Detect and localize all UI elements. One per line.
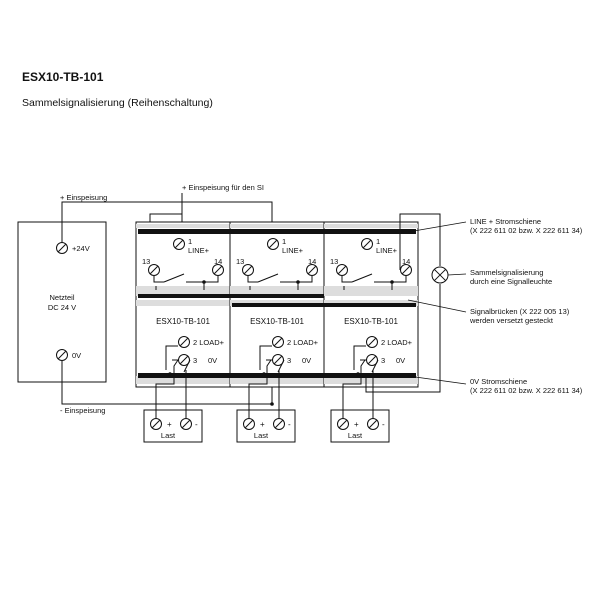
aux13-label: 13 [330, 257, 339, 266]
power-supply [18, 222, 106, 382]
aux14-label: 14 [402, 257, 411, 266]
line-rail-callout-2: (X 222 611 02 bzw. X 222 611 34) [470, 226, 583, 235]
signal-lamp-icon [432, 267, 448, 283]
load-plus-screw-icon [338, 419, 349, 430]
zero-terminal-label: 0V [396, 356, 406, 365]
load-plus-sign: + [260, 420, 265, 429]
aux14-screw-icon [213, 265, 224, 276]
page-title: ESX10-TB-101 [22, 70, 104, 84]
module-1 [136, 222, 230, 387]
load-label: Last [347, 431, 363, 440]
aux13-label: 13 [236, 257, 245, 266]
lamp-callout-1: Sammelsignalisierung [470, 268, 544, 277]
load-terminal-label: 2 LOAD+ [287, 338, 319, 347]
module-name: ESX10-TB-101 [156, 317, 210, 326]
line-terminal-label: LINE+ [188, 246, 210, 255]
si-feed-label: + Einspeisung für den SI [182, 183, 264, 192]
line-terminal-screw-icon [268, 239, 279, 250]
zero-rail-callout-1: 0V Stromschiene [470, 377, 528, 386]
aux14-screw-icon [401, 265, 412, 276]
module-name: ESX10-TB-101 [250, 317, 304, 326]
plus-terminal-screw-icon [57, 243, 68, 254]
load-minus-sign: - [382, 420, 385, 429]
module-name: ESX10-TB-101 [344, 317, 398, 326]
load-plus-screw-icon [151, 419, 162, 430]
load-plus-screw-icon [244, 419, 255, 430]
aux14-label: 14 [308, 257, 317, 266]
line-terminal-number: 1 [282, 237, 287, 246]
line-terminal-screw-icon [174, 239, 185, 250]
aux13-screw-icon [243, 265, 254, 276]
aux14-screw-icon [307, 265, 318, 276]
zero-terminal-label: 0V [302, 356, 312, 365]
psu-label-line2: DC 24 V [47, 303, 77, 312]
load-label: Last [160, 431, 176, 440]
plus-feed-label: + Einspeisung [60, 193, 108, 202]
zero-volt-rail [138, 373, 416, 378]
load-plus-sign: + [354, 420, 359, 429]
line-terminal-screw-icon [362, 239, 373, 250]
load-terminal-screw-icon [367, 337, 378, 348]
plus-24v-label: +24V [72, 244, 90, 253]
line-terminal-number: 1 [188, 237, 193, 246]
load-terminal-screw-icon [179, 337, 190, 348]
zero-volt-label: 0V [72, 351, 82, 360]
aux14-label: 14 [214, 257, 223, 266]
zero-rail-callout-2: (X 222 611 02 bzw. X 222 611 34) [470, 386, 583, 395]
aux13-screw-icon [337, 265, 348, 276]
line-rail-callout-1: LINE + Stromschiene [470, 217, 542, 226]
line-terminal-label: LINE+ [376, 246, 398, 255]
load-minus-sign: - [288, 420, 291, 429]
line-terminal-label: LINE+ [282, 246, 304, 255]
minus-feed-label: - Einspeisung [60, 406, 106, 415]
load-terminal-label: 2 LOAD+ [381, 338, 413, 347]
page-subtitle: Sammelsignalisierung (Reihenschaltung) [22, 97, 213, 109]
line-plus-rail [138, 229, 416, 234]
zero-terminal-number: 3 [381, 356, 386, 365]
load-terminal-screw-icon [273, 337, 284, 348]
load-minus-sign: - [195, 420, 198, 429]
minus-terminal-screw-icon [57, 350, 68, 361]
bridge-callout-1: Signalbrücken (X 222 005 13) [470, 307, 570, 316]
load-plus-sign: + [167, 420, 172, 429]
load-minus-screw-icon [274, 419, 285, 430]
load-minus-screw-icon [181, 419, 192, 430]
lamp-callout-2: durch eine Signalleuchte [470, 277, 553, 286]
bridge-callout-2: werden versetzt gesteckt [470, 316, 553, 325]
line-terminal-number: 1 [376, 237, 381, 246]
aux13-screw-icon [149, 265, 160, 276]
load-minus-screw-icon [368, 419, 379, 430]
load-terminal-label: 2 LOAD+ [193, 338, 225, 347]
zero-terminal-label: 0V [208, 356, 218, 365]
aux13-label: 13 [142, 257, 151, 266]
psu-label-line1: Netzteil [49, 293, 75, 302]
load-label: Last [253, 431, 269, 440]
zero-terminal-number: 3 [287, 356, 292, 365]
zero-terminal-number: 3 [193, 356, 198, 365]
